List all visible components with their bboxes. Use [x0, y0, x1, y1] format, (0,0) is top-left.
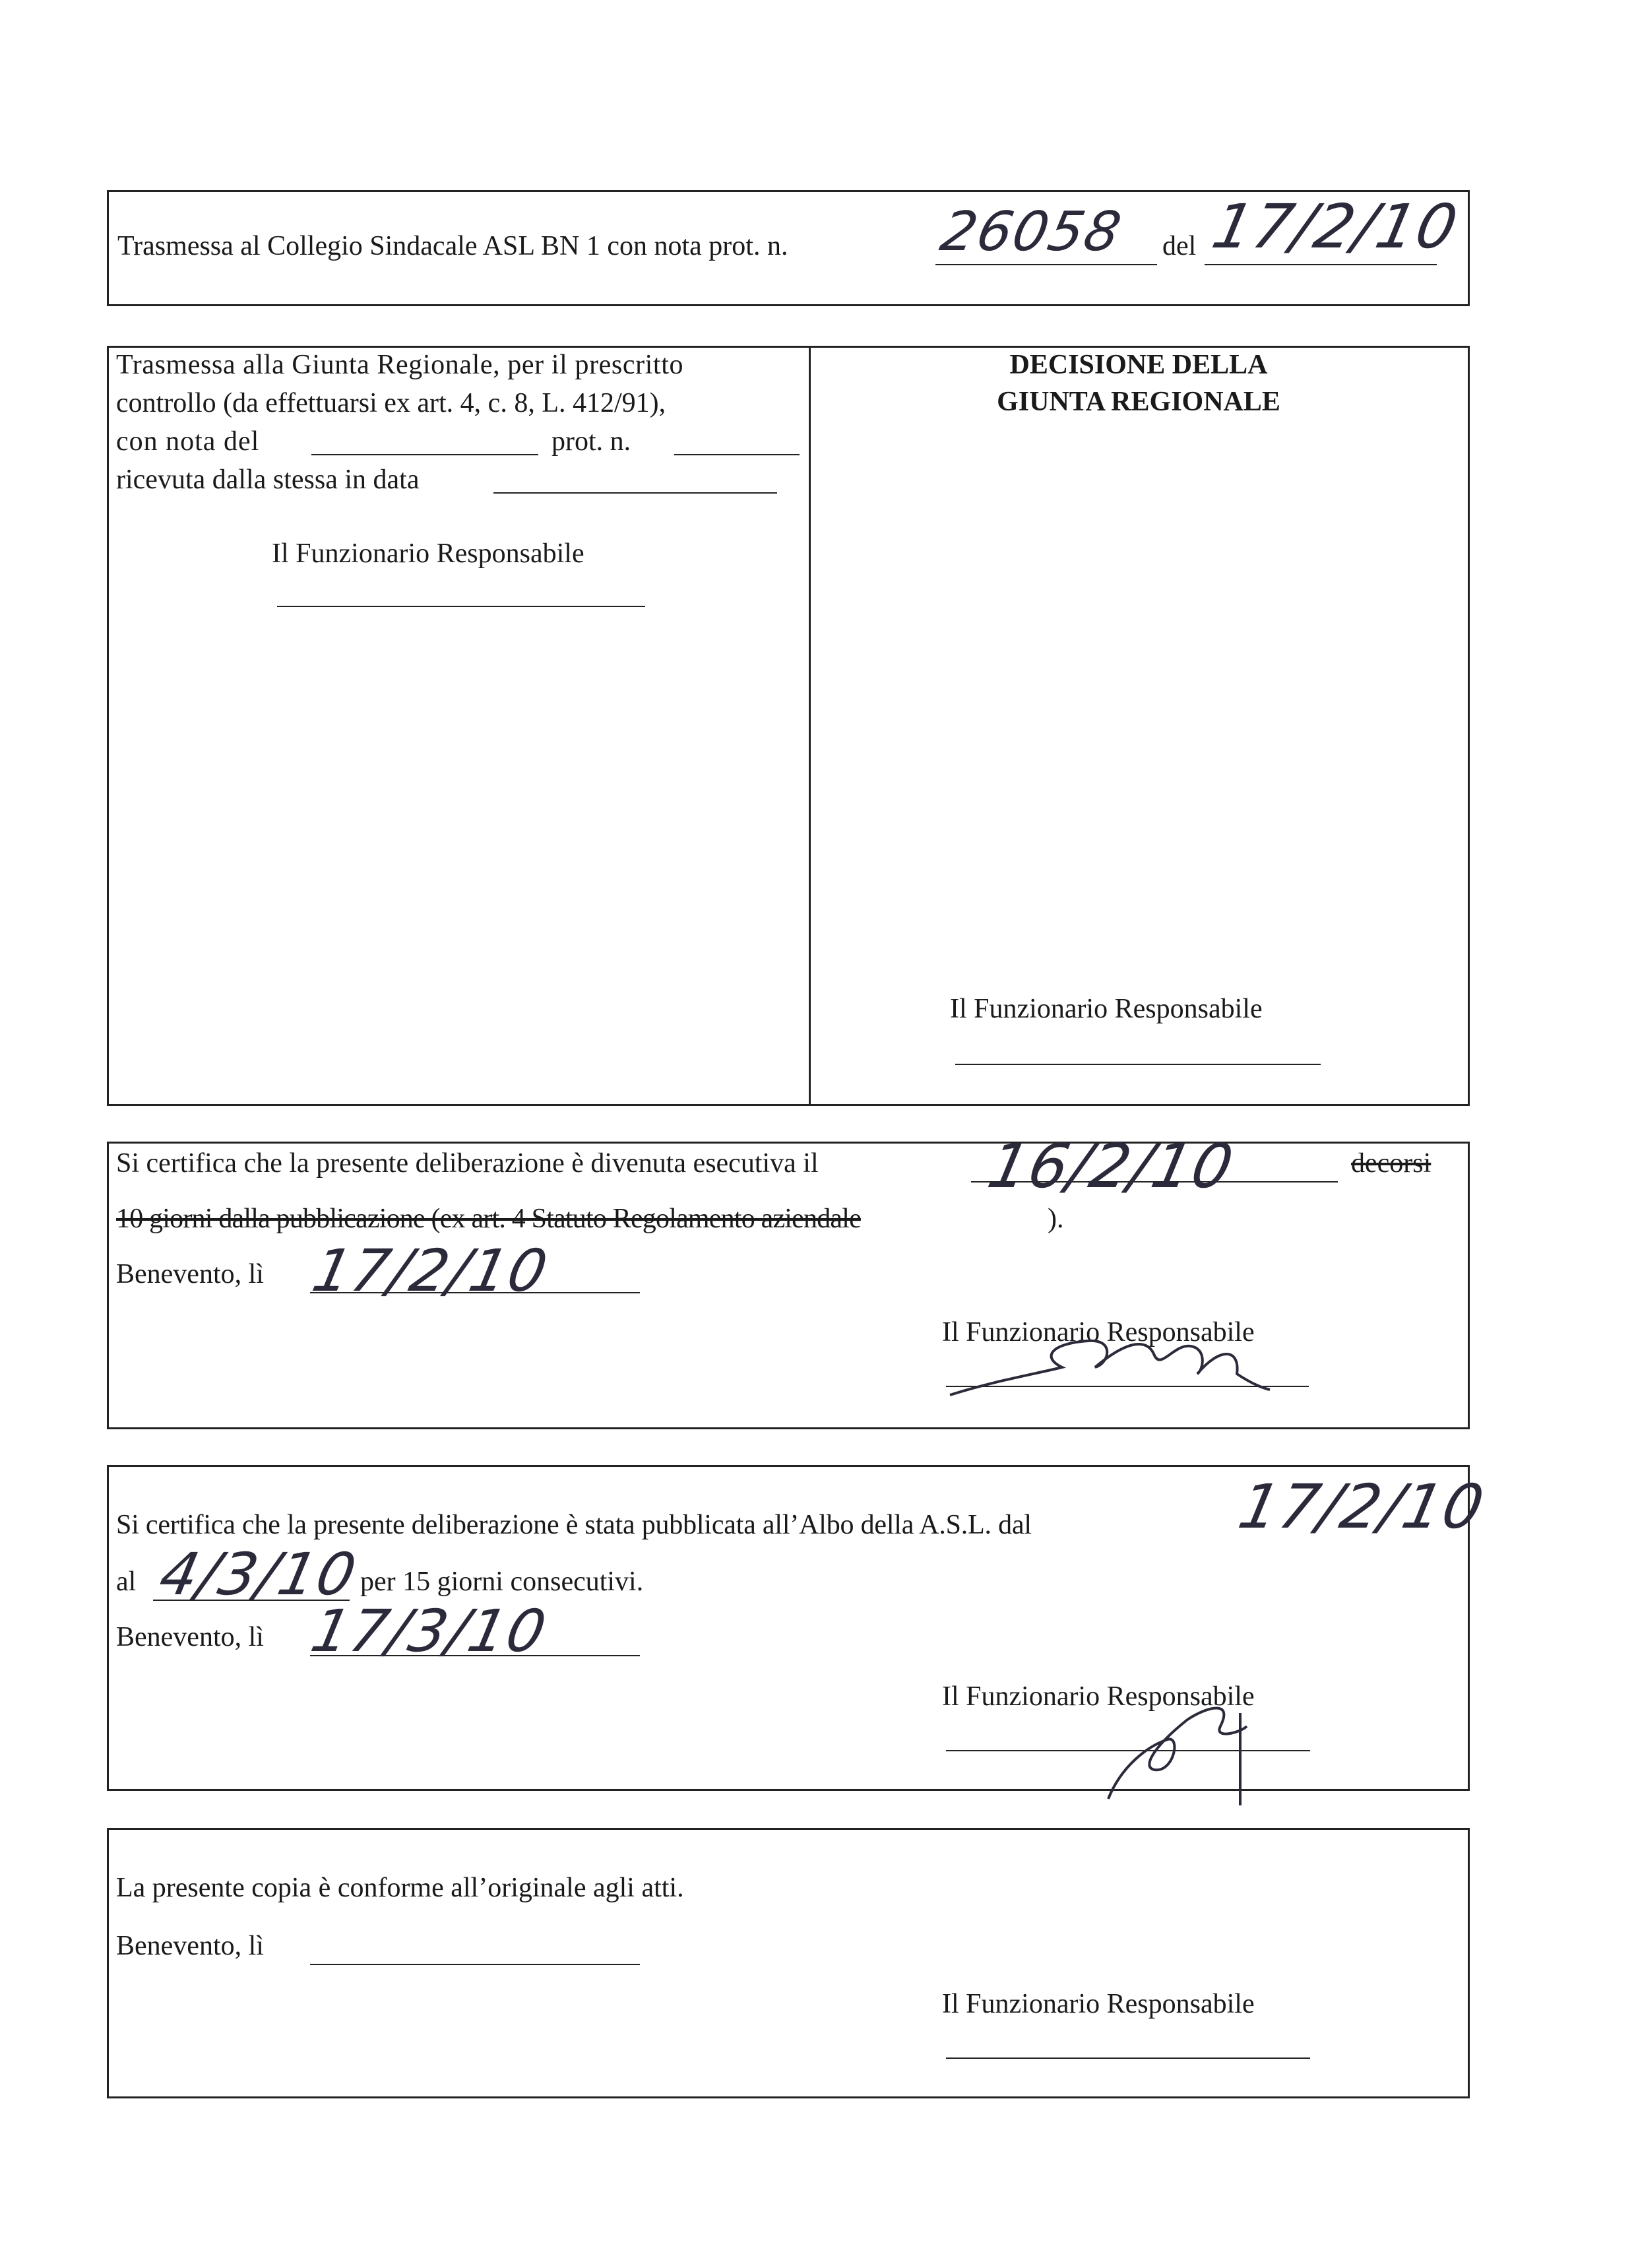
prot-number-handwritten: 26058 — [935, 201, 1127, 263]
executive-date-handwritten: 16/2/10 — [982, 1131, 1241, 1202]
collegio-transmission-text: Trasmessa al Collegio Sindacale ASL BN 1 con nota prot. n. — [117, 231, 788, 261]
executive-officer-label: Il Funzionario Responsabile — [942, 1317, 1255, 1347]
publication-line-2-suffix: per 15 giorni consecutivi. — [360, 1567, 644, 1597]
del-label: del — [1162, 231, 1197, 261]
copy-place-date-line — [310, 1964, 640, 1965]
regional-line-3-b: prot. n. — [551, 426, 631, 457]
copy-signature-line — [946, 2057, 1310, 2059]
publication-place-label: Benevento, lì — [116, 1622, 264, 1652]
collegio-date-handwritten: 17/2/10 — [1206, 191, 1465, 262]
executive-signature-scribble — [937, 1317, 1280, 1409]
copy-officer-label: Il Funzionario Responsabile — [942, 1989, 1255, 2019]
regional-line-3-a: con nota del — [116, 426, 260, 457]
regional-officer-label: Il Funzionario Responsabile — [272, 538, 584, 569]
decision-officer-label: Il Funzionario Responsabile — [950, 994, 1263, 1024]
executive-place-label: Benevento, lì — [116, 1259, 264, 1289]
nota-date-line — [311, 454, 538, 455]
regional-line-4: ricevuta dalla stessa in data — [116, 465, 420, 495]
publication-al-label: al — [116, 1567, 137, 1597]
regional-decision-title-2: GIUNTA REGIONALE — [997, 387, 1280, 417]
executive-place-date-handwritten: 17/2/10 — [307, 1237, 555, 1305]
collegio-date-line — [1205, 264, 1437, 265]
regional-control-box — [107, 346, 1470, 1106]
copy-conformity-text: La presente copia è conforme all’originale agli atti. — [116, 1873, 684, 1903]
publication-place-date-handwritten: 17/3/10 — [305, 1597, 553, 1665]
executive-line-2-end: ). — [1048, 1204, 1064, 1234]
regional-line-1: Trasmessa alla Giunta Regionale, per il prescritto — [116, 350, 684, 380]
publication-to-date-handwritten: 4/3/10 — [154, 1540, 363, 1608]
regional-line-2: controllo (da effettuarsi ex art. 4, c. 8, L. 412/91), — [116, 388, 666, 418]
publication-line-1: Si certifica che la presente deliberazione è stata pubblicata all’Albo della A.S.L. dal — [116, 1510, 1032, 1540]
publication-officer-label: Il Funzionario Responsabile — [942, 1681, 1255, 1712]
copy-place-label: Benevento, lì — [116, 1931, 264, 1961]
executive-line-1: Si certifica che la presente deliberazione è divenuta esecutiva il — [116, 1148, 819, 1179]
executive-line-2-struck: 10 giorni dalla pubblicazione (ex art. 4 Statuto Regolamento aziendale — [116, 1204, 861, 1234]
regional-decision-title-1: DECISIONE DELLA — [1009, 350, 1268, 380]
publication-from-date-handwritten: 17/2/10 — [1232, 1472, 1492, 1542]
regional-box-divider — [809, 346, 811, 1106]
publication-signature-scribble — [1082, 1673, 1280, 1805]
regional-signature-line — [277, 606, 645, 607]
regional-prot-line — [674, 454, 800, 455]
received-date-line — [493, 492, 777, 494]
prot-number-line — [935, 264, 1157, 265]
decision-signature-line — [955, 1064, 1321, 1065]
executive-decorsi-struck: decorsi — [1351, 1148, 1432, 1179]
